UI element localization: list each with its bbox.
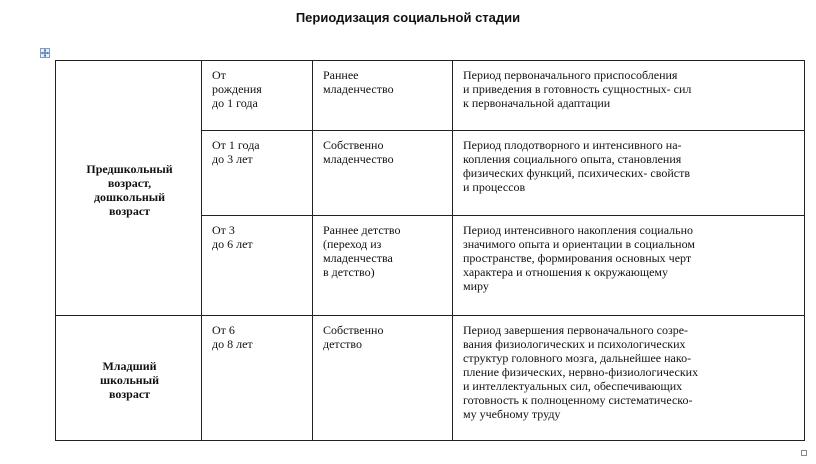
age-range-cell: От 1 года до 3 лет <box>202 131 313 216</box>
age-range-cell: От 3 до 6 лет <box>202 216 313 316</box>
description-cell: Период плодотворного и интенсивного на- копления социального опыта, становления физических функций, психических- свойств и процессов <box>453 131 805 216</box>
stage-name-cell: Раннее детство (переход из младенчества в детство) <box>313 216 453 316</box>
table-resize-handle[interactable] <box>801 450 807 456</box>
periodization-table <box>55 60 805 441</box>
age-group-primary-school: Младший школьный возраст <box>56 316 202 441</box>
description-cell: Период завершения первоначального созре- вания физиологических и психологических структур головного мозга, дальнейшее нако- пление физических, нервно-физиологических и интеллектуальных сил, обеспечивающих готовность к полноценному систематическо- му учебному труду <box>453 316 805 441</box>
age-range-cell: От 6 до 8 лет <box>202 316 313 441</box>
stage-name-cell: Собственно детство <box>313 316 453 441</box>
description-cell: Период первоначального приспособления и приведения в готовность сущностных- сил к первоначальной адаптации <box>453 61 805 131</box>
document-title: Периодизация социальной стадии <box>295 10 521 25</box>
stage-name-cell: Раннее младенчество <box>313 61 453 131</box>
table-move-handle-icon[interactable] <box>40 48 50 58</box>
move-arrows-icon <box>41 49 49 57</box>
table-row <box>56 316 805 441</box>
age-range-cell: От рождения до 1 года <box>202 61 313 131</box>
stage-name-cell: Собственно младенчество <box>313 131 453 216</box>
age-group-preschool: Предшкольный возраст, дошкольный возраст <box>56 61 202 316</box>
table-row <box>56 61 805 131</box>
description-cell: Период интенсивного накопления социально значимого опыта и ориентации в социальном пространстве, формирования основных черт характера и отношения к окружающему миру <box>453 216 805 316</box>
